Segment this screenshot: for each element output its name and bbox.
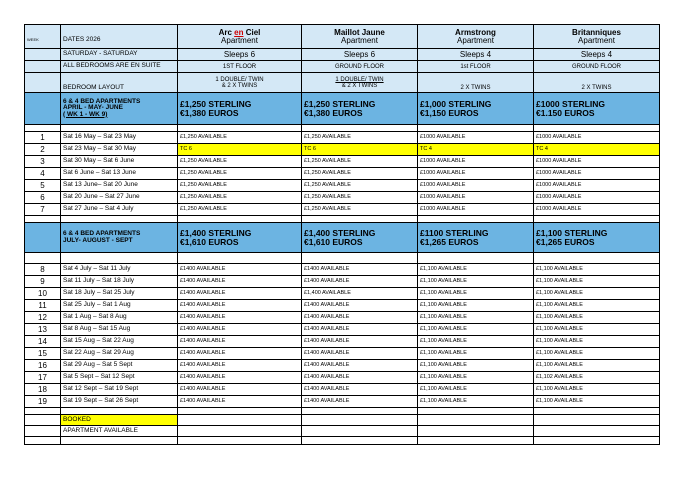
availability-cell: £1400 AVAILABLE <box>302 300 418 312</box>
booked-cell: TC 6 <box>178 144 302 156</box>
week-dates: Sat 19 Sept – Sat 26 Sept <box>61 396 178 408</box>
availability-cell: £1000 AVAILABLE <box>534 192 660 204</box>
week-dates: Sat 12 Sept – Sat 19 Sept <box>61 384 178 396</box>
availability-cell: £1000 AVAILABLE <box>418 168 534 180</box>
availability-cell: £1,100 AVAILABLE <box>534 264 660 276</box>
band-price: £1,250 STERLING €1,380 EUROS <box>178 93 302 125</box>
availability-cell: £1,100 AVAILABLE <box>418 288 534 300</box>
sleeps-row <box>25 49 660 61</box>
week-row <box>25 348 660 360</box>
availability-cell: £1,250 AVAILABLE <box>302 132 418 144</box>
availability-cell: £1400 AVAILABLE <box>302 336 418 348</box>
availability-cell: £1400 AVAILABLE <box>178 288 302 300</box>
availability-cell: £1,250 AVAILABLE <box>302 180 418 192</box>
availability-cell: £1,250 AVAILABLE <box>178 132 302 144</box>
availability-cell: £1400 AVAILABLE <box>302 348 418 360</box>
week-row <box>25 156 660 168</box>
dates-column-header: DATES 2026 <box>61 25 178 49</box>
availability-cell: £1400 AVAILABLE <box>302 276 418 288</box>
band-price: £1,000 STERLING €1,150 EUROS <box>418 93 534 125</box>
week-dates: Sat 18 July – Sat 25 July <box>61 288 178 300</box>
week-row <box>25 324 660 336</box>
availability-cell: £1000 AVAILABLE <box>418 192 534 204</box>
layout-row <box>25 73 660 93</box>
availability-cell: £1,100 AVAILABLE <box>418 276 534 288</box>
availability-cell: £1000 AVAILABLE <box>534 168 660 180</box>
spacer-row <box>25 253 660 264</box>
availability-cell: £1400 AVAILABLE <box>178 384 302 396</box>
apartment-header-arc-en-ciel: Arc en Ciel Apartment <box>178 25 302 49</box>
price-band-summer <box>25 223 660 253</box>
week-dates: Sat 1 Aug – Sat 8 Aug <box>61 312 178 324</box>
apartment-name: Arc en Ciel <box>218 27 261 37</box>
week-row <box>25 276 660 288</box>
week-row <box>25 180 660 192</box>
week-row <box>25 360 660 372</box>
week-dates: Sat 29 Aug – Sat 5 Sept <box>61 360 178 372</box>
band-label: 6 & 4 BED APARTMENTS APRIL - MAY- JUNE ( WK 1 - WK 9) <box>61 93 178 125</box>
weeks-spring <box>25 132 660 216</box>
week-dates: Sat 8 Aug – Sat 15 Aug <box>61 324 178 336</box>
week-number: 1 <box>25 132 61 144</box>
availability-cell: £1400 AVAILABLE <box>178 360 302 372</box>
sleeps-value: Sleeps 4 <box>418 49 534 61</box>
apartment-header-maillot-jaune: Maillot Jaune Apartment <box>302 25 418 49</box>
spacer-row <box>25 437 660 445</box>
availability-cell: £1400 AVAILABLE <box>302 384 418 396</box>
availability-cell: £1400 AVAILABLE <box>302 312 418 324</box>
week-row <box>25 204 660 216</box>
week-dates: Sat 5 Sept – Sat 12 Sept <box>61 372 178 384</box>
week-number: 6 <box>25 192 61 204</box>
week-dates: Sat 30 May – Sat 6 June <box>61 156 178 168</box>
ensuite-label: ALL BEDROOMS ARE EN SUITE <box>61 61 178 73</box>
availability-cell: £1000 AVAILABLE <box>418 132 534 144</box>
booked-cell: TC 4 <box>534 144 660 156</box>
saturday-label: SATURDAY - SATURDAY <box>61 49 178 61</box>
availability-cell: £1,100 AVAILABLE <box>534 312 660 324</box>
week-number: 12 <box>25 312 61 324</box>
booked-cell: TC 6 <box>302 144 418 156</box>
week-number: 4 <box>25 168 61 180</box>
sleeps-value: Sleeps 6 <box>178 49 302 61</box>
week-number: 17 <box>25 372 61 384</box>
week-row <box>25 168 660 180</box>
band-price: £1100 STERLING €1,265 EUROS <box>418 223 534 253</box>
availability-cell: £1,100 AVAILABLE <box>534 324 660 336</box>
availability-cell: £1400 AVAILABLE <box>178 312 302 324</box>
availability-cell: £1400 AVAILABLE <box>302 264 418 276</box>
availability-cell: £1,250 AVAILABLE <box>302 192 418 204</box>
availability-cell: £1400 AVAILABLE <box>178 348 302 360</box>
apartment-header-armstrong: Armstrong Apartment <box>418 25 534 49</box>
floor-value: GROUND FLOOR <box>534 61 660 73</box>
week-dates: Sat 25 July – Sat 1 Aug <box>61 300 178 312</box>
availability-cell: £1,100 AVAILABLE <box>418 348 534 360</box>
floor-value: 1st FLOOR <box>418 61 534 73</box>
week-row <box>25 132 660 144</box>
sleeps-value: Sleeps 4 <box>534 49 660 61</box>
week-dates: Sat 4 July – Sat 11 July <box>61 264 178 276</box>
week-row <box>25 312 660 324</box>
week-number: 5 <box>25 180 61 192</box>
availability-cell: £1,250 AVAILABLE <box>302 204 418 216</box>
week-number: 9 <box>25 276 61 288</box>
availability-cell: £1,100 AVAILABLE <box>418 336 534 348</box>
availability-cell: £1000 AVAILABLE <box>418 180 534 192</box>
week-number: 14 <box>25 336 61 348</box>
band-price: £1,250 STERLING €1,380 EUROS <box>302 93 418 125</box>
weeks-summer <box>25 264 660 408</box>
availability-cell: £1000 AVAILABLE <box>534 156 660 168</box>
week-row <box>25 372 660 384</box>
legend-available-row <box>25 426 660 437</box>
availability-cell: £1400 AVAILABLE <box>302 324 418 336</box>
availability-cell: £1,100 AVAILABLE <box>418 372 534 384</box>
availability-cell: £1,100 AVAILABLE <box>534 396 660 408</box>
floor-value: GROUND FLOOR <box>302 61 418 73</box>
week-number: 19 <box>25 396 61 408</box>
availability-cell: £1,100 AVAILABLE <box>418 324 534 336</box>
availability-cell: £1,100 AVAILABLE <box>418 264 534 276</box>
availability-cell: £1,100 AVAILABLE <box>534 336 660 348</box>
availability-cell: £1,250 AVAILABLE <box>178 204 302 216</box>
week-number: 15 <box>25 348 61 360</box>
spacer-row <box>25 125 660 132</box>
availability-cell: £1400 AVAILABLE <box>178 276 302 288</box>
availability-cell: £1,100 AVAILABLE <box>418 384 534 396</box>
price-band-spring <box>25 93 660 125</box>
availability-cell: £1,400 AVAILABLE <box>302 288 418 300</box>
booked-cell: TC 4 <box>418 144 534 156</box>
availability-cell: £1,100 AVAILABLE <box>534 300 660 312</box>
week-number: 8 <box>25 264 61 276</box>
availability-cell: £1,100 AVAILABLE <box>418 360 534 372</box>
week-dates: Sat 15 Aug – Sat 22 Aug <box>61 336 178 348</box>
availability-cell: £1000 AVAILABLE <box>534 132 660 144</box>
availability-cell: £1400 AVAILABLE <box>178 300 302 312</box>
week-column-header: WEEK <box>25 25 61 49</box>
week-dates: Sat 22 Aug – Sat 29 Aug <box>61 348 178 360</box>
week-row <box>25 288 660 300</box>
spacer-row <box>25 408 660 415</box>
legend-booked-row <box>25 415 660 426</box>
availability-cell: £1,100 AVAILABLE <box>534 348 660 360</box>
availability-cell: £1,100 AVAILABLE <box>418 396 534 408</box>
week-number: 7 <box>25 204 61 216</box>
layout-value: 2 X TWINS <box>418 73 534 93</box>
week-dates: Sat 6 June – Sat 13 June <box>61 168 178 180</box>
band-price: £1,100 STERLING €1,265 EUROS <box>534 223 660 253</box>
availability-cell: £1,250 AVAILABLE <box>178 156 302 168</box>
band-price: £1000 STERLING €1.150 EUROS <box>534 93 660 125</box>
availability-cell: £1,250 AVAILABLE <box>178 168 302 180</box>
availability-cell: £1,100 AVAILABLE <box>418 312 534 324</box>
week-row <box>25 300 660 312</box>
layout-label: BEDROOM LAYOUT <box>61 73 178 93</box>
availability-cell: £1400 AVAILABLE <box>178 336 302 348</box>
apartment-header-britanniques: Britanniques Apartment <box>534 25 660 49</box>
week-number: 2 <box>25 144 61 156</box>
availability-cell: £1400 AVAILABLE <box>178 324 302 336</box>
week-number: 3 <box>25 156 61 168</box>
layout-value: 2 X TWINS <box>534 73 660 93</box>
availability-cell: £1,100 AVAILABLE <box>534 276 660 288</box>
availability-cell: £1400 AVAILABLE <box>178 264 302 276</box>
availability-cell: £1400 AVAILABLE <box>178 396 302 408</box>
week-number: 16 <box>25 360 61 372</box>
legend-available: APARTMENT AVAILABLE <box>61 426 178 437</box>
week-row <box>25 336 660 348</box>
band-price: £1,400 STERLING €1,610 EUROS <box>178 223 302 253</box>
sleeps-value: Sleeps 6 <box>302 49 418 61</box>
availability-cell: £1000 AVAILABLE <box>418 204 534 216</box>
availability-cell: £1000 AVAILABLE <box>534 204 660 216</box>
availability-cell: £1400 AVAILABLE <box>302 396 418 408</box>
week-row <box>25 264 660 276</box>
week-dates: Sat 27 June – Sat 4 July <box>61 204 178 216</box>
availability-table <box>24 24 660 445</box>
week-dates: Sat 16 May – Sat 23 May <box>61 132 178 144</box>
week-dates: Sat 20 June – Sat 27 June <box>61 192 178 204</box>
availability-cell: £1,100 AVAILABLE <box>418 300 534 312</box>
availability-cell: £1,250 AVAILABLE <box>302 168 418 180</box>
availability-cell: £1,250 AVAILABLE <box>178 180 302 192</box>
week-number: 10 <box>25 288 61 300</box>
header-row <box>25 25 660 49</box>
week-dates: Sat 13 June– Sat 20 June <box>61 180 178 192</box>
availability-cell: £1,100 AVAILABLE <box>534 384 660 396</box>
layout-value: 1 DOUBLE/ TWIN & 2 X TWINS <box>302 73 418 93</box>
week-dates: Sat 23 May – Sat 30 May <box>61 144 178 156</box>
availability-cell: £1,100 AVAILABLE <box>534 360 660 372</box>
week-number: 11 <box>25 300 61 312</box>
availability-cell: £1,100 AVAILABLE <box>534 288 660 300</box>
band-label: 6 & 4 BED APARTMENTS JULY- AUGUST - SEPT <box>61 223 178 253</box>
week-number: 18 <box>25 384 61 396</box>
week-number: 13 <box>25 324 61 336</box>
floor-value: 1ST FLOOR <box>178 61 302 73</box>
week-dates: Sat 11 July – Sat 18 July <box>61 276 178 288</box>
availability-cell: £1400 AVAILABLE <box>302 360 418 372</box>
availability-cell: £1,250 AVAILABLE <box>302 156 418 168</box>
layout-value: 1 DOUBLE/ TWIN & 2 X TWINS <box>178 73 302 93</box>
spacer-row <box>25 216 660 223</box>
week-row <box>25 192 660 204</box>
availability-cell: £1400 AVAILABLE <box>302 372 418 384</box>
availability-cell: £1400 AVAILABLE <box>178 372 302 384</box>
week-row <box>25 384 660 396</box>
week-row <box>25 144 660 156</box>
availability-cell: £1000 AVAILABLE <box>534 180 660 192</box>
week-row <box>25 396 660 408</box>
floor-row <box>25 61 660 73</box>
band-price: £1,400 STERLING €1,610 EUROS <box>302 223 418 253</box>
legend-booked: BOOKED <box>61 415 178 426</box>
availability-cell: £1,102 AVAILABLE <box>534 372 660 384</box>
availability-cell: £1000 AVAILABLE <box>418 156 534 168</box>
availability-cell: £1,250 AVAILABLE <box>178 192 302 204</box>
